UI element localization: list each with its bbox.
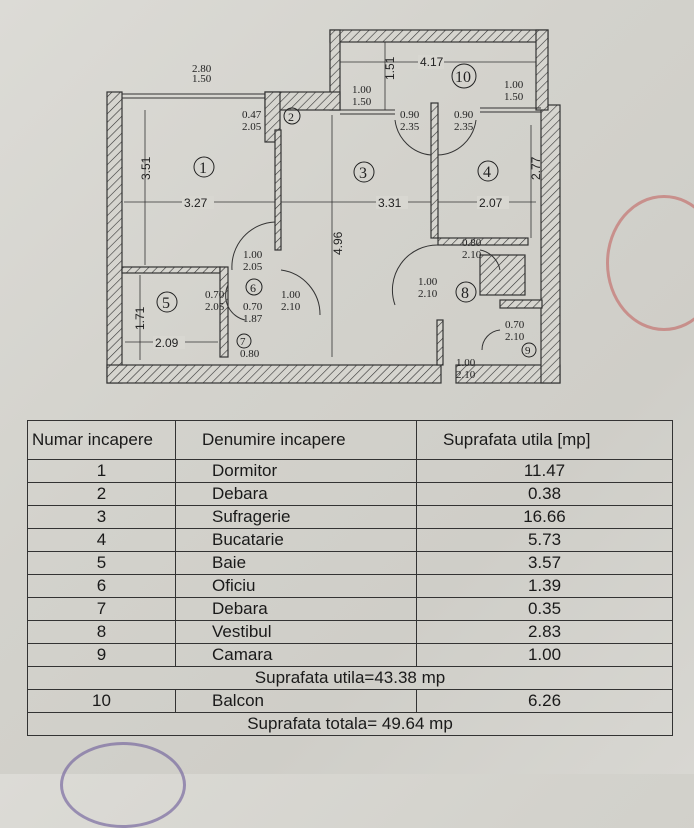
dim-label: 2.35 [454, 121, 474, 133]
dim-label: 4.96 [331, 231, 345, 255]
room-number: 8 [28, 621, 176, 644]
room-name: Balcon [176, 690, 417, 713]
header-area: Suprafata utila [mp] [417, 421, 673, 460]
room-area: 3.57 [417, 552, 673, 575]
room-name: Oficiu [176, 575, 417, 598]
room-number: 3 [28, 506, 176, 529]
purple-stamp [60, 742, 186, 828]
dim-label: 4.17 [420, 55, 444, 69]
room-number: 7 [28, 598, 176, 621]
dim-label: 1.50 [504, 91, 524, 103]
rooms-table [27, 420, 673, 736]
room-number: 5 [28, 552, 176, 575]
subtotal-row [28, 667, 673, 690]
dim-label: 0.80 [240, 348, 260, 360]
header-number: Numar incapere [28, 421, 176, 460]
room-number: 9 [525, 345, 531, 357]
room-name: Sufragerie [176, 506, 417, 529]
room-name: Debara [176, 483, 417, 506]
dim-label: 2.10 [281, 301, 301, 313]
floor-plan [0, 0, 694, 410]
dim-label: 2.05 [205, 301, 225, 313]
dim-label: 0.47 [242, 109, 262, 121]
dim-label: 3.51 [139, 156, 153, 180]
dim-label: 2.05 [242, 121, 262, 133]
room-number: 2 [288, 110, 294, 124]
room-number: 4 [483, 164, 491, 181]
room-area: 0.38 [417, 483, 673, 506]
dim-label: 1.71 [133, 306, 147, 330]
dim-label: 2.05 [243, 261, 263, 273]
dim-label: 2.10 [505, 331, 525, 343]
room-name: Debara [176, 598, 417, 621]
room-number: 1 [28, 460, 176, 483]
dim-label: 2.10 [456, 369, 476, 381]
table-row [28, 690, 673, 713]
room-number: 5 [162, 295, 170, 312]
room-name: Baie [176, 552, 417, 575]
table-row [28, 506, 673, 529]
table-row [28, 644, 673, 667]
dim-label: 3.31 [378, 196, 402, 210]
dim-label: 2.35 [400, 121, 420, 133]
room-number: 8 [461, 285, 469, 302]
room-name: Camara [176, 644, 417, 667]
table-row [28, 529, 673, 552]
room-number: 4 [28, 529, 176, 552]
dim-label: 1.00 [352, 84, 372, 96]
dim-label: 0.90 [454, 109, 474, 121]
dim-label: 2.10 [462, 249, 482, 261]
room-number-labels [162, 69, 531, 357]
dim-label: 1.00 [504, 79, 524, 91]
room-number: 2 [28, 483, 176, 506]
table-row [28, 552, 673, 575]
table-row [28, 483, 673, 506]
table-row [28, 575, 673, 598]
dim-label: 1.00 [243, 249, 263, 261]
total-row [28, 713, 673, 736]
dim-label: 2.07 [479, 196, 503, 210]
table-row [28, 621, 673, 644]
dim-label: 3.27 [184, 196, 208, 210]
room-area: 0.35 [417, 598, 673, 621]
room-name: Vestibul [176, 621, 417, 644]
room-area: 11.47 [417, 460, 673, 483]
dim-label: 0.70 [243, 301, 263, 313]
table-row [28, 598, 673, 621]
dim-label: 1.00 [418, 276, 438, 288]
room-number: 6 [28, 575, 176, 598]
room-number: 1 [199, 160, 207, 177]
room-number: 10 [28, 690, 176, 713]
dim-label: 2.10 [418, 288, 438, 300]
room-name: Bucatarie [176, 529, 417, 552]
table-header [28, 421, 673, 460]
room-number: 10 [455, 69, 471, 86]
dim-label: 0.80 [462, 237, 482, 249]
room-area: 16.66 [417, 506, 673, 529]
room-number: 9 [28, 644, 176, 667]
room-area: 1.00 [417, 644, 673, 667]
room-number: 7 [240, 336, 246, 348]
room-area: 6.26 [417, 690, 673, 713]
dim-label: 2.77 [529, 156, 543, 180]
dim-label: 2.09 [155, 336, 179, 350]
table-row [28, 460, 673, 483]
dim-label: 1.00 [456, 357, 476, 369]
total: Suprafata totala= 49.64 mp [28, 713, 673, 736]
header-name: Denumire incapere [176, 421, 417, 460]
room-area: 1.39 [417, 575, 673, 598]
dim-label: 2.80 [192, 63, 212, 75]
dim-label: 0.90 [400, 109, 420, 121]
dim-label: 1.87 [243, 313, 263, 325]
dim-label: 1.00 [281, 289, 301, 301]
room-area: 5.73 [417, 529, 673, 552]
room-number: 3 [359, 165, 367, 182]
dim-label: 1.51 [383, 56, 397, 80]
dim-label: 0.70 [205, 289, 225, 301]
dim-label: 0.70 [505, 319, 525, 331]
room-area: 2.83 [417, 621, 673, 644]
room-name: Dormitor [176, 460, 417, 483]
dim-label: 1.50 [192, 73, 212, 85]
room-number: 6 [250, 281, 256, 295]
subtotal: Suprafata utila=43.38 mp [28, 667, 673, 690]
door-swings [226, 120, 500, 350]
room-numbers [157, 64, 536, 357]
dim-label: 1.50 [352, 96, 372, 108]
